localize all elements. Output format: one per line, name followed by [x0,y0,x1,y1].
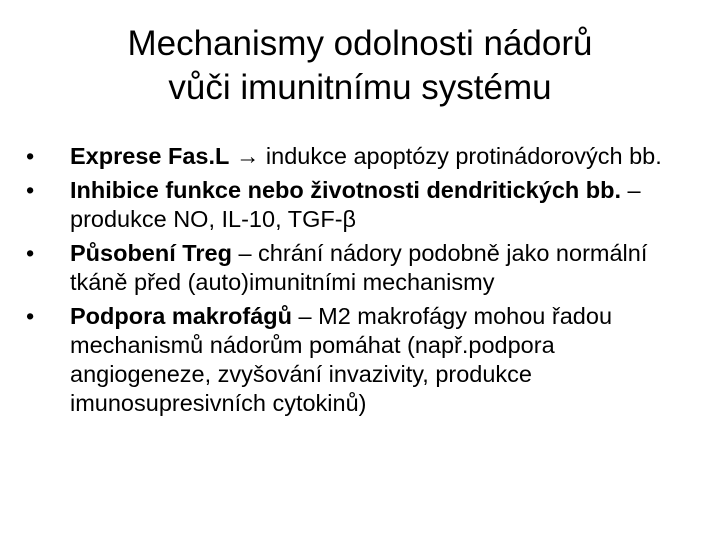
bullet-text: – produkce NO, IL-10, TGF-β [70,177,641,232]
bullet-heading: Inhibice funkce nebo životnosti dendritických bb. [70,177,622,203]
bullet-item-treg [26,239,696,297]
bullet-heading: Exprese Fas.L [70,143,230,169]
bullet-item-macrophages [26,302,696,418]
bullet-heading: Působení Treg [70,240,232,266]
bullet-dot-icon: • [26,303,35,329]
bullet-list [26,142,696,423]
bullet-heading: Podpora makrofágů [70,303,292,329]
bullet-dot-icon: • [26,143,35,169]
bullet-dot-icon: • [26,240,35,266]
slide-title-line-2: vůči imunitnímu systému [168,68,552,107]
bullet-text: → indukce apoptózy protinádorových bb. [229,143,662,169]
slide-title-line-1: Mechanismy odolnosti nádorů [127,24,593,63]
bullet-dot-icon: • [26,177,35,203]
bullet-text: – M2 makrofágy mohou řadou mechanismů nádorům pomáhat (např.podpora angiogeneze, zvyšování invazivity, produkce imunosupresivních cytokinů) [70,303,613,416]
bullet-item-fasl [26,142,696,171]
bullet-text: – chrání nádory podobně jako normální tkáně před (auto)imunitními mechanismy [70,240,648,295]
slide-title [0,22,720,110]
bullet-item-dendritic [26,176,696,234]
